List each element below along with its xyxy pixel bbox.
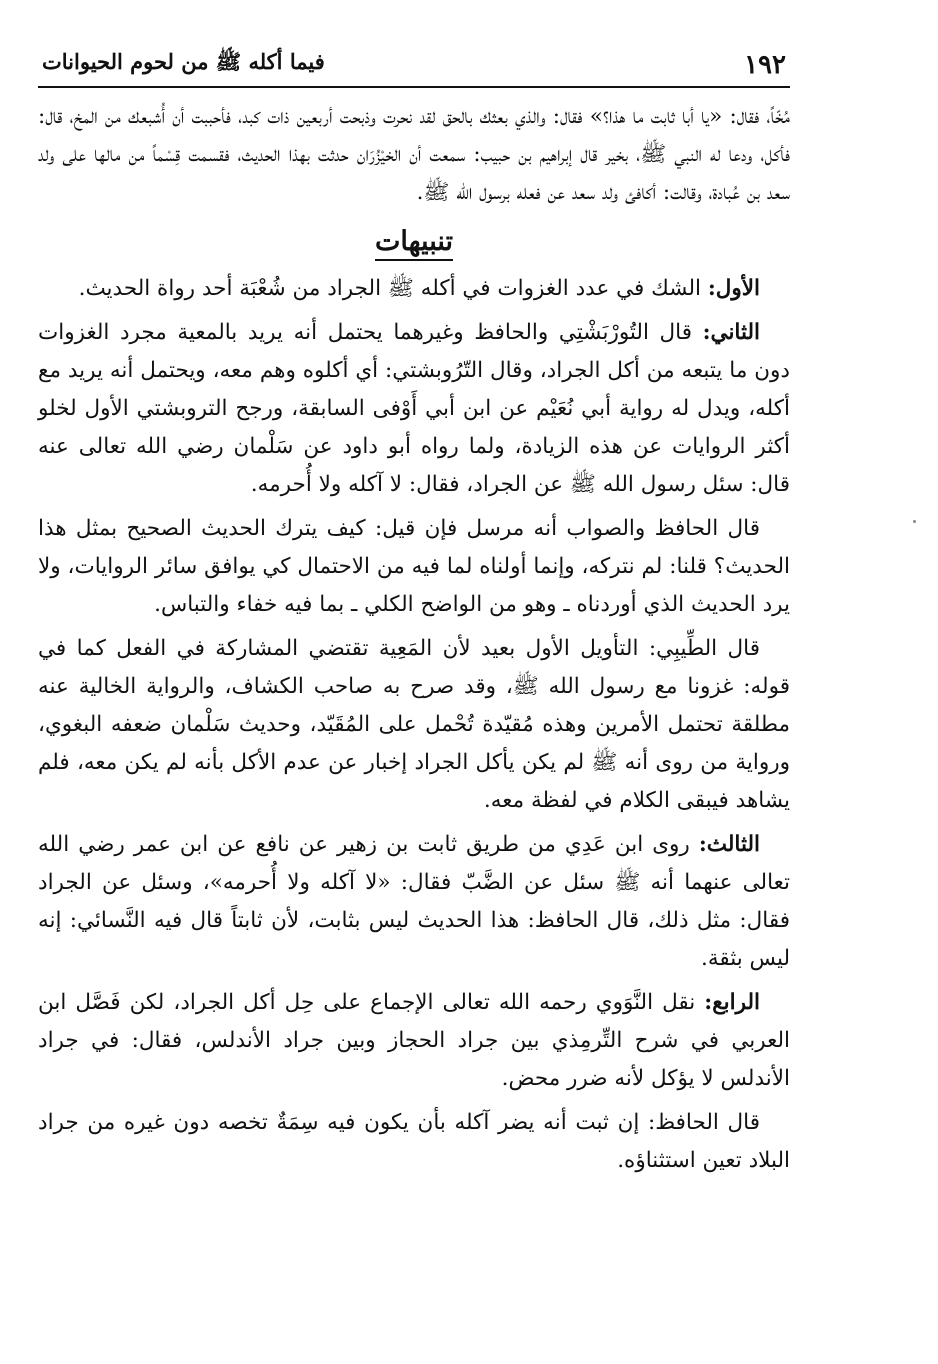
note-second-label: الثاني: xyxy=(702,320,760,345)
closing-paragraph: قال الحافظ: إن ثبت أنه يضر آكله بأن يكون فيه سِمَةٌ تخصه دون غيره من جراد البلاد تعين استثناؤه. xyxy=(38,1110,790,1173)
section-heading xyxy=(38,222,790,262)
note-fourth-label: الرابع: xyxy=(704,990,760,1015)
hafiz-paragraph: قال الحافظ والصواب أنه مرسل فإن قيل: كيف يترك الحديث الصحيح بمثل هذا الحديث؟ قلنا: لم نتركه، وإنما أولناه لما فيه من الاحتمال كي يوافق سائر الروايات، ولا يرد الحديث الذي أوردناه ـ وهو من الواضح الكلي ـ بما فيه خفاء والتباس. xyxy=(38,516,790,617)
note-first-label: الأول: xyxy=(707,276,760,301)
page-number: ١٩٢ xyxy=(744,50,786,80)
note-second-text: قال التُورْبَشْتِي والحافظ وغيرهما يحتمل أنه يريد بالمعية مجرد الغزوات دون ما يتبعه من أكل الجراد، وقال التّرُوبشتي: أي أكلوه وهم معه، ويحتمل أنه يريد مع أكله، ويدل له رواية أبي نُعَيْم عن ابن أبي أَوْفى السابقة، ورجح التروبشتي الأول لخلو أكثر الروايات عن هذه الزيادة، ولما رواه أبو داود عن سَلْمان رضي الله تعالى عنه قال: سئل رسول الله ﷺ عن الجراد، فقال: لا آكله ولا أُحرمه. xyxy=(38,320,790,497)
note-first xyxy=(38,270,790,308)
section-heading-text: تنبيهات xyxy=(375,226,453,261)
tibi-paragraph: قال الطِّيبِي: التأويل الأول بعيد لأن المَعِية تقتضي المشاركة في الفعل كما في قوله: غزونا مع رسول الله ﷺ، وقد صرح به صاحب الكشاف، والرواية الخالية عنه مطلقة تحتمل الأمرين وهذه مُقيّدة تُحْمل على المُقَيّد، وحديث سَلْمان ضعفه البغوي، ورواية من روى أنه ﷺ لم يكن يأكل الجراد إخبار عن عدم الأكل بأنه لم يكن معه، فلم يشاهد فيبقى الكلام في لفظة معه. xyxy=(38,636,790,813)
margin-speck xyxy=(913,520,916,523)
running-head xyxy=(38,36,790,88)
note-first-text: الشك في عدد الغزوات في أكله ﷺ الجراد من شُعْبَة أحد رواة الحديث. xyxy=(78,276,708,301)
running-title: فيما أكله ﷺ من لحوم الحيوانات xyxy=(42,49,325,74)
note-fourth-text: نقل النَّوَوي رحمه الله تعالى الإجماع على حِل أكل الجراد، لكن فَصَّل ابن العربي في شرح التِّرمِذي بين جراد الحجاز وبين جراد الأندلس، فقال: في جراد الأندلس لا يؤكل لأنه ضرر محض. xyxy=(38,990,790,1091)
note-fourth xyxy=(38,984,790,1098)
note-third-text: روى ابن عَدِي من طريق ثابت بن زهير عن نافع عن ابن عمر رضي الله تعالى عنهما أنه ﷺ سئل عن الضَّبّ فقال: «لا آكله ولا أُحرمه»، وسئل عن الجراد فقال: مثل ذلك، قال الحافظ: هذا الحديث ليس بثابت، لأن ثابتاً قال فيه النَّسائي: إنه ليس بثقة. xyxy=(38,832,790,971)
note-second xyxy=(38,314,790,504)
book-page xyxy=(38,36,790,1336)
intro-paragraph: مُخّاً، فقال: «يا أبا ثابت ما هذا؟» فقال: والذي بعثك بالحق لقد نحرت وذبحت أربعين ذات كبد، فأحببت أن أُشبعك من المخ، قال: فأكل، ودعا له النبي ﷺ، بخير قال إبراهيم بن حبيب: سمعت أن الخيْزُرَان حدثت بهذا الحديث، فقسمت قِسْماً من مالها على ولد سعد بن عُبادة، وقالت: أكافئ ولد سعد عن فعله برسول الله ﷺ. xyxy=(38,104,790,205)
note-third xyxy=(38,826,790,978)
note-third-label: الثالث: xyxy=(698,832,760,857)
page-body xyxy=(38,88,790,1180)
